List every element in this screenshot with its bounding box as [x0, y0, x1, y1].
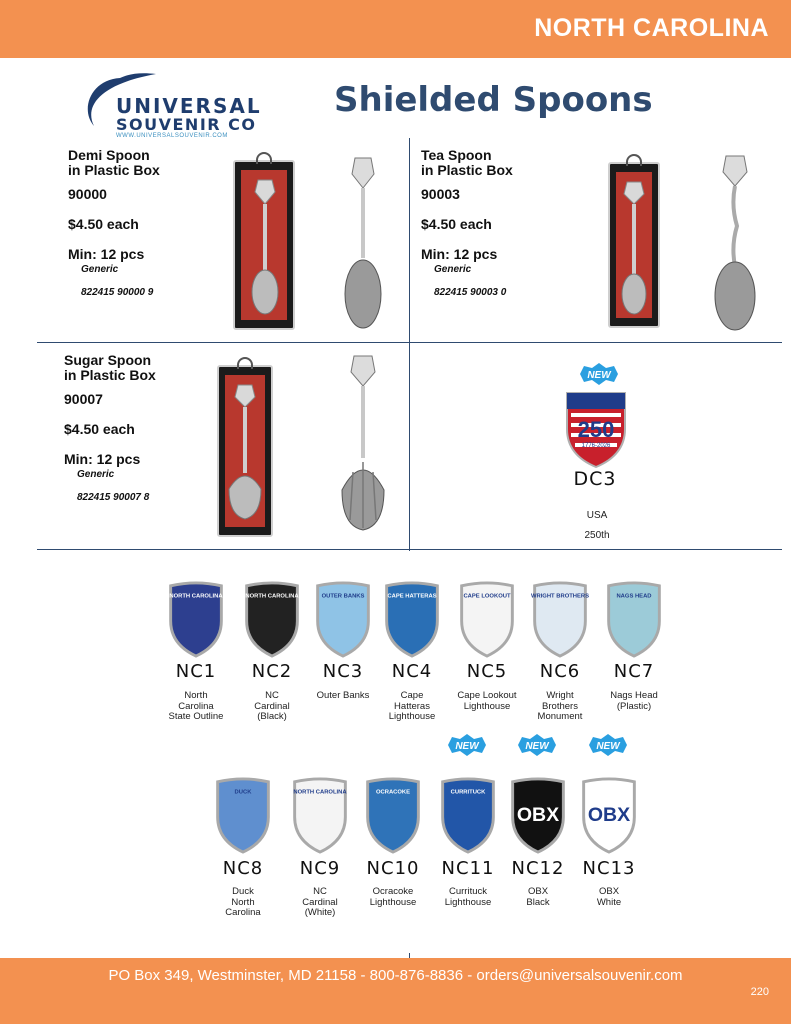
page-number: 220: [750, 986, 769, 998]
item-desc-line: OBX: [598, 886, 620, 897]
product-sugar-spoon: [64, 353, 156, 503]
box-hanger: [256, 152, 272, 164]
shield-icon: [579, 776, 639, 854]
shield-icon: [213, 776, 273, 854]
product-sku: 90000: [68, 186, 107, 202]
item-desc-line: White: [596, 896, 622, 908]
item-desc-line: NC: [313, 886, 327, 897]
item-code-nc4: NC4: [391, 661, 433, 682]
shield-image-nc5: [457, 580, 517, 658]
item-desc-line: (Black): [257, 711, 287, 722]
product-demi-spoon: [68, 148, 160, 298]
plastic-box-image: [233, 160, 295, 330]
product-upc: 822415 90003 0: [434, 287, 507, 298]
item-code-dc3: DC3: [573, 468, 617, 490]
shield-image-nc6: [530, 580, 590, 658]
product-min: Min: 12 pcs: [64, 451, 141, 467]
item-desc-line: Duck: [232, 886, 254, 897]
svg-text:DUCK: DUCK: [234, 789, 252, 796]
product-name-sub: in Plastic Box: [421, 162, 513, 178]
svg-text:CAPE LOOKOUT: CAPE LOOKOUT: [463, 593, 511, 600]
item-desc-nc3: [303, 691, 383, 702]
shield-icon: [438, 776, 498, 854]
item-desc-nc13: [569, 887, 649, 908]
item-desc-line: Currituck: [448, 886, 487, 897]
new-badge-text: NEW: [587, 370, 611, 381]
svg-text:OBX: OBX: [516, 803, 560, 826]
grid-divider-horizontal-2: [37, 549, 782, 550]
svg-text:CAPE HATTERAS: CAPE HATTERAS: [387, 593, 437, 600]
item-desc-line: North: [231, 896, 255, 908]
item-desc-line: Cardinal: [254, 700, 290, 712]
svg-text:NEW: NEW: [596, 741, 620, 752]
item-desc-nc8: [203, 887, 283, 919]
product-generic: Generic: [77, 469, 115, 480]
item-code-nc10: NC10: [366, 858, 420, 879]
item-desc-line: Hatteras: [394, 700, 430, 712]
spoon-in-box-icon: [243, 174, 287, 320]
item-desc-nc2: [232, 691, 312, 723]
item-desc-nc12: [498, 887, 578, 908]
new-burst-icon: [578, 363, 620, 385]
item-desc-line: Ocracoke: [372, 886, 414, 897]
item-code-nc12: NC12: [511, 858, 565, 879]
shield-icon: [166, 580, 226, 658]
shield-icon: [290, 776, 350, 854]
shield-image-nc7: [604, 580, 664, 658]
logo-line1: UNIVERSAL: [116, 94, 262, 118]
plastic-box-image: [217, 365, 273, 537]
svg-text:NEW: NEW: [455, 741, 479, 752]
item-code-nc7: NC7: [613, 661, 655, 682]
usa-250-shield-icon: [563, 389, 629, 469]
product-generic: Generic: [81, 264, 119, 275]
svg-text:CURRITUCK: CURRITUCK: [450, 789, 486, 796]
shield-years: 1776-2026: [581, 443, 611, 449]
item-desc-line: North: [184, 690, 208, 701]
item-code-nc5: NC5: [466, 661, 508, 682]
page-title: Shielded Spoons: [334, 80, 653, 120]
svg-text:OCRACOKE: OCRACOKE: [375, 789, 411, 796]
item-desc-line: Lighthouse: [369, 896, 417, 908]
item-code-nc6: NC6: [539, 661, 581, 682]
product-generic: Generic: [434, 264, 472, 275]
shield-image-nc1: [166, 580, 226, 658]
product-tea-spoon: [421, 148, 513, 298]
item-desc-line: Cape Lookout: [457, 690, 517, 701]
shield-image-nc8: [213, 776, 273, 854]
item-desc-line: Carolina: [178, 700, 214, 712]
shield-icon: [604, 580, 664, 658]
new-badge: [516, 734, 558, 756]
product-upc: 822415 90007 8: [77, 492, 150, 503]
spoon-in-box-icon: [223, 379, 267, 527]
footer-bar: [0, 958, 791, 1024]
svg-text:OBX: OBX: [587, 803, 631, 826]
product-sku: 90007: [64, 391, 103, 407]
product-name-sub: in Plastic Box: [68, 162, 160, 178]
shield-icon: [382, 580, 442, 658]
item-desc-line: Lighthouse: [444, 896, 492, 908]
item-desc-line: USA: [586, 510, 608, 521]
box-hanger: [237, 357, 253, 369]
tea-spoon-icon: [710, 150, 760, 334]
product-price: $4.50 each: [64, 421, 135, 437]
logo-url: WWW.UNIVERSALSOUVENIR.COM: [116, 133, 228, 139]
item-desc-nc1: [156, 691, 236, 723]
state-title: NORTH CAROLINA: [534, 14, 769, 42]
item-desc-nc10: [353, 887, 433, 908]
item-desc-line: Outer Banks: [316, 690, 370, 701]
shield-image-nc12: [508, 776, 568, 854]
product-sku: 90003: [421, 186, 460, 202]
shield-icon: [313, 580, 373, 658]
shield-icon: [242, 580, 302, 658]
spoon-in-box-icon: [614, 176, 654, 318]
grid-divider-vertical: [409, 138, 410, 551]
item-desc-line: Carolina: [225, 907, 261, 918]
item-code-nc8: NC8: [222, 858, 264, 879]
item-desc-line: Black: [526, 896, 550, 908]
item-desc-nc6: [520, 691, 600, 723]
item-desc-line: 250th: [584, 530, 610, 541]
shield-image-nc3: [313, 580, 373, 658]
item-desc-line: Nags Head: [610, 690, 658, 701]
svg-text:NAGS HEAD: NAGS HEAD: [616, 593, 652, 600]
item-code-nc1: NC1: [175, 661, 217, 682]
demi-spoon-icon: [340, 152, 386, 332]
shield-text: 250: [577, 417, 615, 442]
item-desc-line: Monument: [537, 711, 583, 722]
svg-text:NEW: NEW: [525, 741, 549, 752]
item-desc-line: Brothers: [542, 700, 578, 712]
item-desc-line: OBX: [527, 886, 549, 897]
item-code-nc3: NC3: [322, 661, 364, 682]
product-name: Sugar Spoon: [64, 352, 152, 368]
shield-image-nc4: [382, 580, 442, 658]
new-burst-icon: [587, 734, 629, 756]
product-name: Demi Spoon: [68, 147, 150, 163]
shield-image-nc10: [363, 776, 423, 854]
svg-text:WRIGHT BROTHERS: WRIGHT BROTHERS: [530, 593, 590, 600]
item-desc-dc3: [560, 506, 634, 546]
shield-image-nc11: [438, 776, 498, 854]
item-code-nc13: NC13: [582, 858, 636, 879]
item-desc-nc5: [447, 691, 527, 712]
shield-icon: [508, 776, 568, 854]
product-upc: 822415 90000 9: [81, 287, 154, 298]
item-desc-line: (White): [304, 907, 336, 918]
item-desc-line: Cardinal: [302, 896, 338, 908]
item-desc-nc7: [594, 691, 674, 712]
svg-text:NORTH CAROLINA: NORTH CAROLINA: [245, 593, 299, 600]
logo-line2: SOUVENIR CO: [116, 115, 257, 134]
item-code-nc11: NC11: [441, 858, 495, 879]
new-badge: [446, 734, 488, 756]
item-desc-nc11: [428, 887, 508, 908]
shield-image-nc13: [579, 776, 639, 854]
product-price: $4.50 each: [421, 216, 492, 232]
svg-text:OUTER BANKS: OUTER BANKS: [321, 593, 365, 600]
grid-divider-horizontal-1: [37, 342, 782, 343]
shield-icon: [530, 580, 590, 658]
new-burst-icon: [446, 734, 488, 756]
new-burst-icon: [516, 734, 558, 756]
item-code-nc2: NC2: [251, 661, 293, 682]
box-hanger: [626, 154, 642, 166]
product-price: $4.50 each: [68, 216, 139, 232]
shield-icon: [363, 776, 423, 854]
sugar-spoon-icon: [336, 350, 390, 534]
product-name-sub: in Plastic Box: [64, 367, 156, 383]
product-min: Min: 12 pcs: [68, 246, 145, 262]
item-desc-line: NC: [265, 690, 279, 701]
shield-icon: [457, 580, 517, 658]
plastic-box-image: [608, 162, 660, 328]
item-desc-line: Lighthouse: [388, 711, 436, 722]
company-logo: [80, 70, 265, 140]
header-bar: [0, 0, 791, 58]
item-desc-nc9: [280, 887, 360, 919]
item-code-nc9: NC9: [299, 858, 341, 879]
item-desc-line: Lighthouse: [463, 700, 511, 712]
item-desc-line: (Plastic): [616, 700, 652, 712]
product-name: Tea Spoon: [421, 147, 492, 163]
svg-text:NORTH CAROLINA: NORTH CAROLINA: [293, 789, 347, 796]
new-badge: [587, 734, 629, 756]
new-badge: [578, 363, 620, 385]
product-min: Min: 12 pcs: [421, 246, 498, 262]
shield-image-nc9: [290, 776, 350, 854]
item-desc-line: Cape: [400, 690, 424, 701]
item-desc-line: State Outline: [168, 711, 224, 722]
shield-image-nc2: [242, 580, 302, 658]
item-desc-nc4: [372, 691, 452, 723]
footer-contact: PO Box 349, Westminster, MD 21158 - 800-876-8836 - orders@universalsouvenir.com: [108, 967, 683, 984]
svg-text:NORTH CAROLINA: NORTH CAROLINA: [169, 593, 223, 600]
item-desc-line: Wright: [546, 690, 574, 701]
